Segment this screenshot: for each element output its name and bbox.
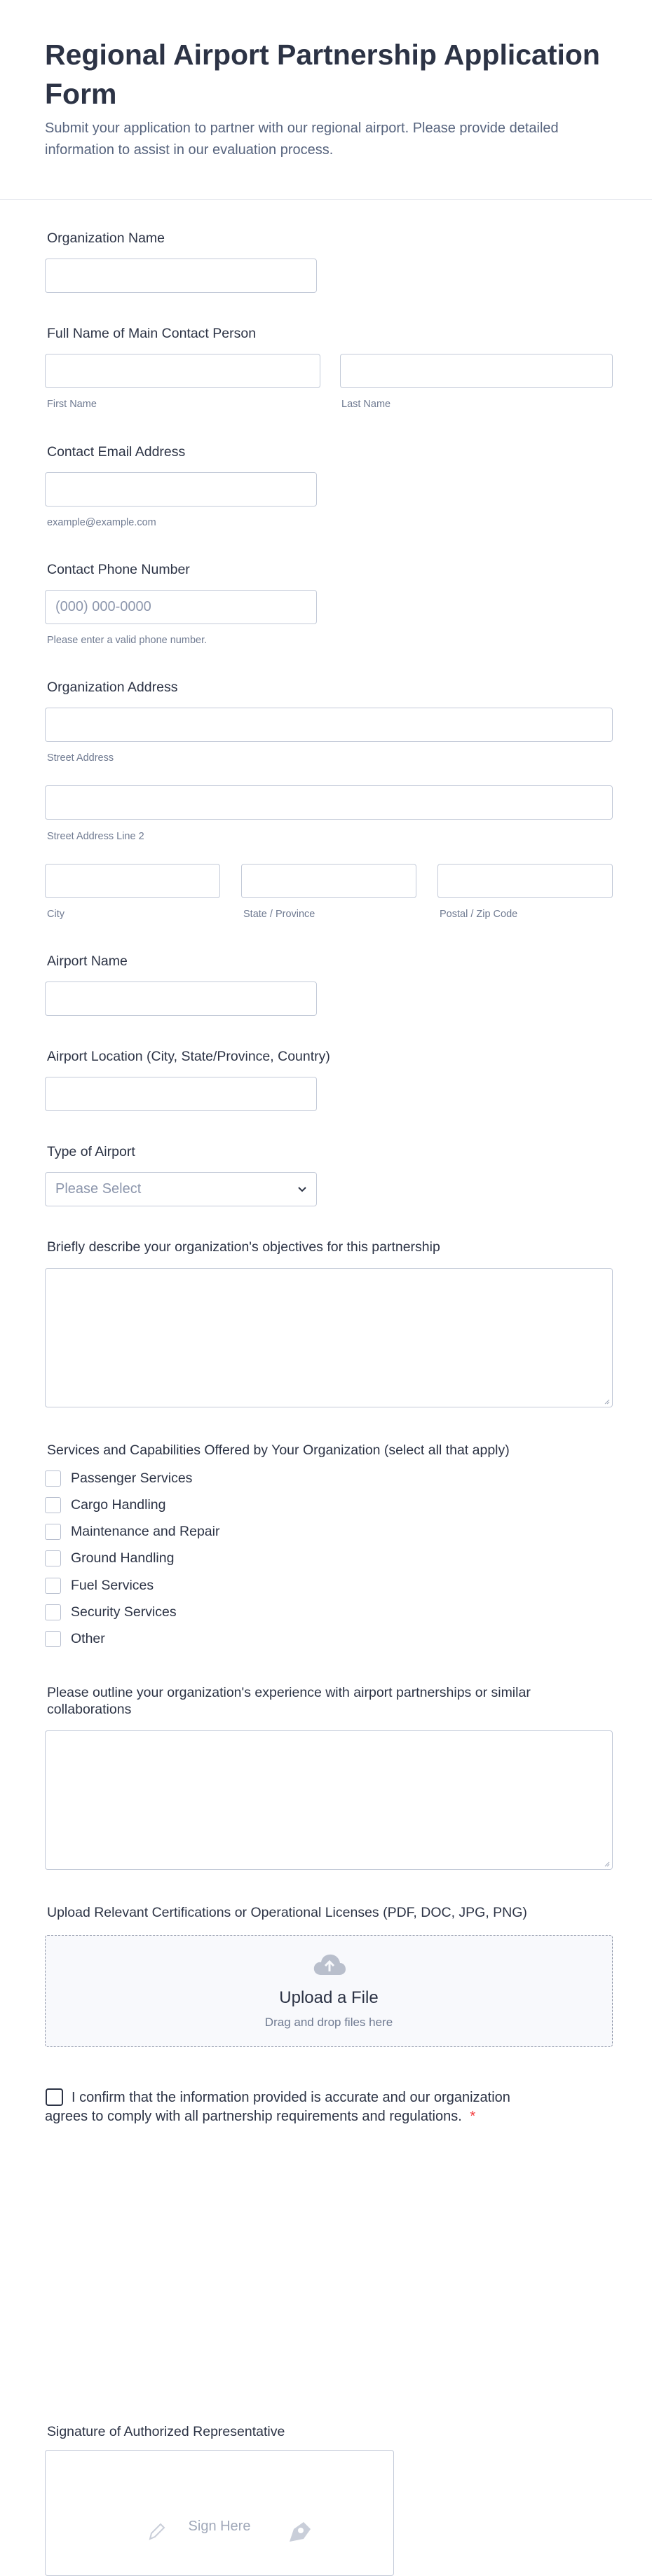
confirm-statement: I confirm that the information provided is accurate and our organization agrees to comply with all partnership requirements and regulations. xyxy=(45,2090,510,2124)
form-title: Regional Airport Partnership Application Form xyxy=(45,39,600,110)
first-name-input[interactable] xyxy=(45,354,320,388)
resize-grip-icon[interactable] xyxy=(603,1860,610,1867)
upload-subtitle: Drag and drop files here xyxy=(264,2016,393,2029)
airport-name-label: Airport Name xyxy=(47,953,128,969)
street2-sublabel: Street Address Line 2 xyxy=(47,831,144,842)
chevron-down-icon xyxy=(297,1186,307,1193)
phone-placeholder: (000) 000-0000 xyxy=(55,599,151,614)
street-sublabel: Street Address xyxy=(47,752,114,764)
cloud-upload-icon xyxy=(312,1952,347,1976)
address-label: Organization Address xyxy=(47,680,178,695)
last-name-input[interactable] xyxy=(340,354,613,388)
service-checkbox[interactable] xyxy=(45,1524,61,1540)
service-checkbox[interactable] xyxy=(45,1550,61,1566)
org-name-input[interactable] xyxy=(45,259,317,293)
experience-textarea[interactable] xyxy=(45,1730,613,1870)
email-input[interactable] xyxy=(45,472,317,507)
city-sublabel: City xyxy=(47,909,64,920)
zip-sublabel: Postal / Zip Code xyxy=(440,909,518,920)
service-checkbox[interactable] xyxy=(45,1497,61,1513)
experience-label: Please outline your organization's experience with airport partnerships or similar collaborations xyxy=(47,1685,531,1717)
email-label: Contact Email Address xyxy=(47,444,186,460)
signature-placeholder: Sign Here xyxy=(188,2519,251,2534)
service-checkbox[interactable] xyxy=(45,1578,61,1594)
service-option[interactable] xyxy=(45,1631,105,1648)
zip-input[interactable] xyxy=(437,864,613,898)
airport-name-input[interactable] xyxy=(45,982,317,1016)
service-option[interactable] xyxy=(45,1524,219,1541)
service-option-label: Passenger Services xyxy=(71,1470,193,1486)
service-option[interactable] xyxy=(45,1496,166,1513)
required-mark: * xyxy=(470,2109,476,2124)
airport-location-label: Airport Location (City, State/Province, Country) xyxy=(47,1049,330,1064)
city-input[interactable] xyxy=(45,864,220,898)
airport-type-select[interactable] xyxy=(45,1172,317,1206)
upload-title: Upload a File xyxy=(279,1988,379,2007)
signature-label: Signature of Authorized Representative xyxy=(47,2424,285,2439)
service-option[interactable] xyxy=(45,1604,177,1621)
phone-label: Contact Phone Number xyxy=(47,562,190,577)
state-sublabel: State / Province xyxy=(243,909,315,920)
service-option-label: Other xyxy=(71,1631,105,1647)
contact-name-label: Full Name of Main Contact Person xyxy=(47,326,257,341)
form-header xyxy=(0,0,652,200)
first-name-sublabel: First Name xyxy=(47,399,97,410)
service-option-label: Fuel Services xyxy=(71,1577,154,1593)
objectives-label: Briefly describe your organization's objectives for this partnership xyxy=(47,1239,440,1255)
service-option-label: Cargo Handling xyxy=(71,1496,166,1513)
signature-pad[interactable] xyxy=(45,2450,394,2576)
service-option-label: Security Services xyxy=(71,1604,177,1620)
service-option[interactable] xyxy=(45,1470,192,1487)
phone-input[interactable] xyxy=(45,590,317,624)
last-name-sublabel: Last Name xyxy=(341,399,391,410)
street2-input[interactable] xyxy=(45,785,613,820)
pen-nib-icon xyxy=(284,2515,316,2547)
org-name-label: Organization Name xyxy=(47,230,165,246)
upload-label: Upload Relevant Certifications or Operational Licenses (PDF, DOC, JPG, PNG) xyxy=(47,1905,527,1920)
airport-type-label: Type of Airport xyxy=(47,1144,135,1159)
confirm-text xyxy=(45,2088,550,2126)
state-input[interactable] xyxy=(241,864,416,898)
service-checkbox[interactable] xyxy=(45,1604,61,1620)
services-label: Services and Capabilities Offered by Your Organization (select all that apply) xyxy=(47,1442,510,1458)
service-option-label: Ground Handling xyxy=(71,1550,175,1566)
airport-type-selected: Please Select xyxy=(55,1181,142,1197)
service-option[interactable] xyxy=(45,1550,174,1567)
street-input[interactable] xyxy=(45,708,613,742)
service-option[interactable] xyxy=(45,1577,154,1594)
resize-grip-icon[interactable] xyxy=(603,1398,610,1405)
service-option-label: Maintenance and Repair xyxy=(71,1524,220,1540)
phone-sublabel: Please enter a valid phone number. xyxy=(47,635,208,646)
form-subtitle: Submit your application to partner with our regional airport. Please provide detailed information to assist in our evaluation process. xyxy=(45,120,559,158)
email-sublabel: example@example.com xyxy=(47,517,156,528)
airport-location-input[interactable] xyxy=(45,1077,317,1111)
service-checkbox[interactable] xyxy=(45,1631,61,1647)
service-checkbox[interactable] xyxy=(45,1470,61,1487)
file-upload-dropzone[interactable] xyxy=(45,1935,613,2047)
objectives-textarea[interactable] xyxy=(45,1268,613,1407)
